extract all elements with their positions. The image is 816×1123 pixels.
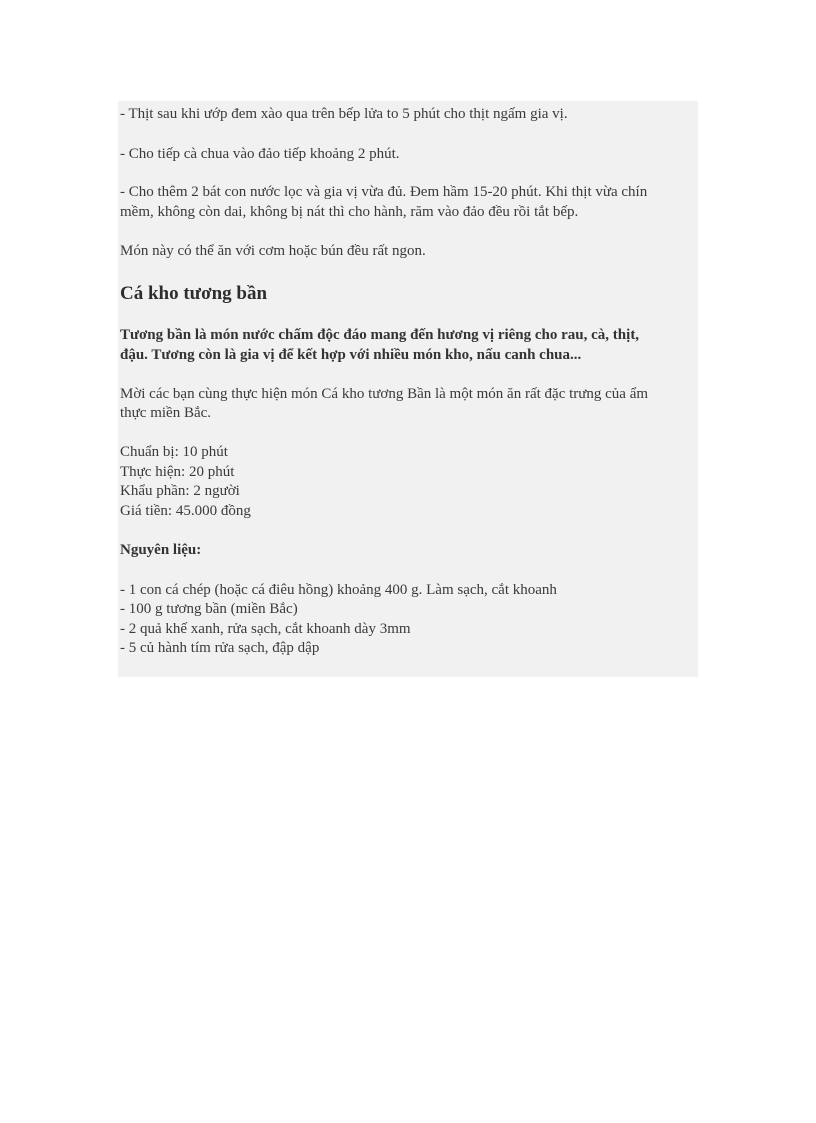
ingredients-heading: Nguyên liệu: xyxy=(120,542,202,558)
recipe-invite-line-1: Mời các bạn cùng thực hiện món Cá kho tương Bần là một món ăn rất đặc trưng của ẩm xyxy=(120,386,649,402)
prep-time: Chuẩn bị: 10 phút xyxy=(120,444,228,460)
serving-note: Món này có thể ăn với cơm hoặc bún đều rất ngon. xyxy=(120,243,426,259)
ingredient-item: - 5 củ hành tím rửa sạch, đập dập xyxy=(120,640,320,656)
cook-time: Thực hiện: 20 phút xyxy=(120,464,235,480)
ingredient-item: - 1 con cá chép (hoặc cá điêu hồng) khoảng 400 g. Làm sạch, cắt khoanh xyxy=(120,582,557,598)
document-content xyxy=(118,101,698,677)
step-add-tomato: - Cho tiếp cà chua vào đảo tiếp khoảng 2 phút. xyxy=(120,146,400,162)
step-add-water-line-2: mềm, không còn dai, không bị nát thì cho hành, răm vào đảo đều rồi tắt bếp. xyxy=(120,204,579,220)
step-stir-fry-meat: - Thịt sau khi ướp đem xào qua trên bếp lửa to 5 phút cho thịt ngấm gia vị. xyxy=(120,106,568,122)
recipe-intro-line-1: Tương bần là món nước chấm độc đáo mang đến hương vị riêng cho rau, cà, thịt, xyxy=(120,327,640,343)
price: Giá tiền: 45.000 đồng xyxy=(120,503,251,519)
recipe-title: Cá kho tương bần xyxy=(120,283,268,304)
recipe-invite-line-2: thực miền Bắc. xyxy=(120,405,212,421)
ingredient-item: - 100 g tương bần (miền Bắc) xyxy=(120,601,298,617)
ingredient-item: - 2 quả khế xanh, rửa sạch, cắt khoanh dày 3mm xyxy=(120,621,411,637)
step-add-water-line-1: - Cho thêm 2 bát con nước lọc và gia vị vừa đủ. Đem hầm 15-20 phút. Khi thịt vừa chín xyxy=(120,184,648,200)
servings: Khẩu phần: 2 người xyxy=(120,483,240,499)
recipe-intro-line-2: đậu. Tương còn là gia vị để kết hợp với nhiều món kho, nấu canh chua... xyxy=(120,347,582,363)
